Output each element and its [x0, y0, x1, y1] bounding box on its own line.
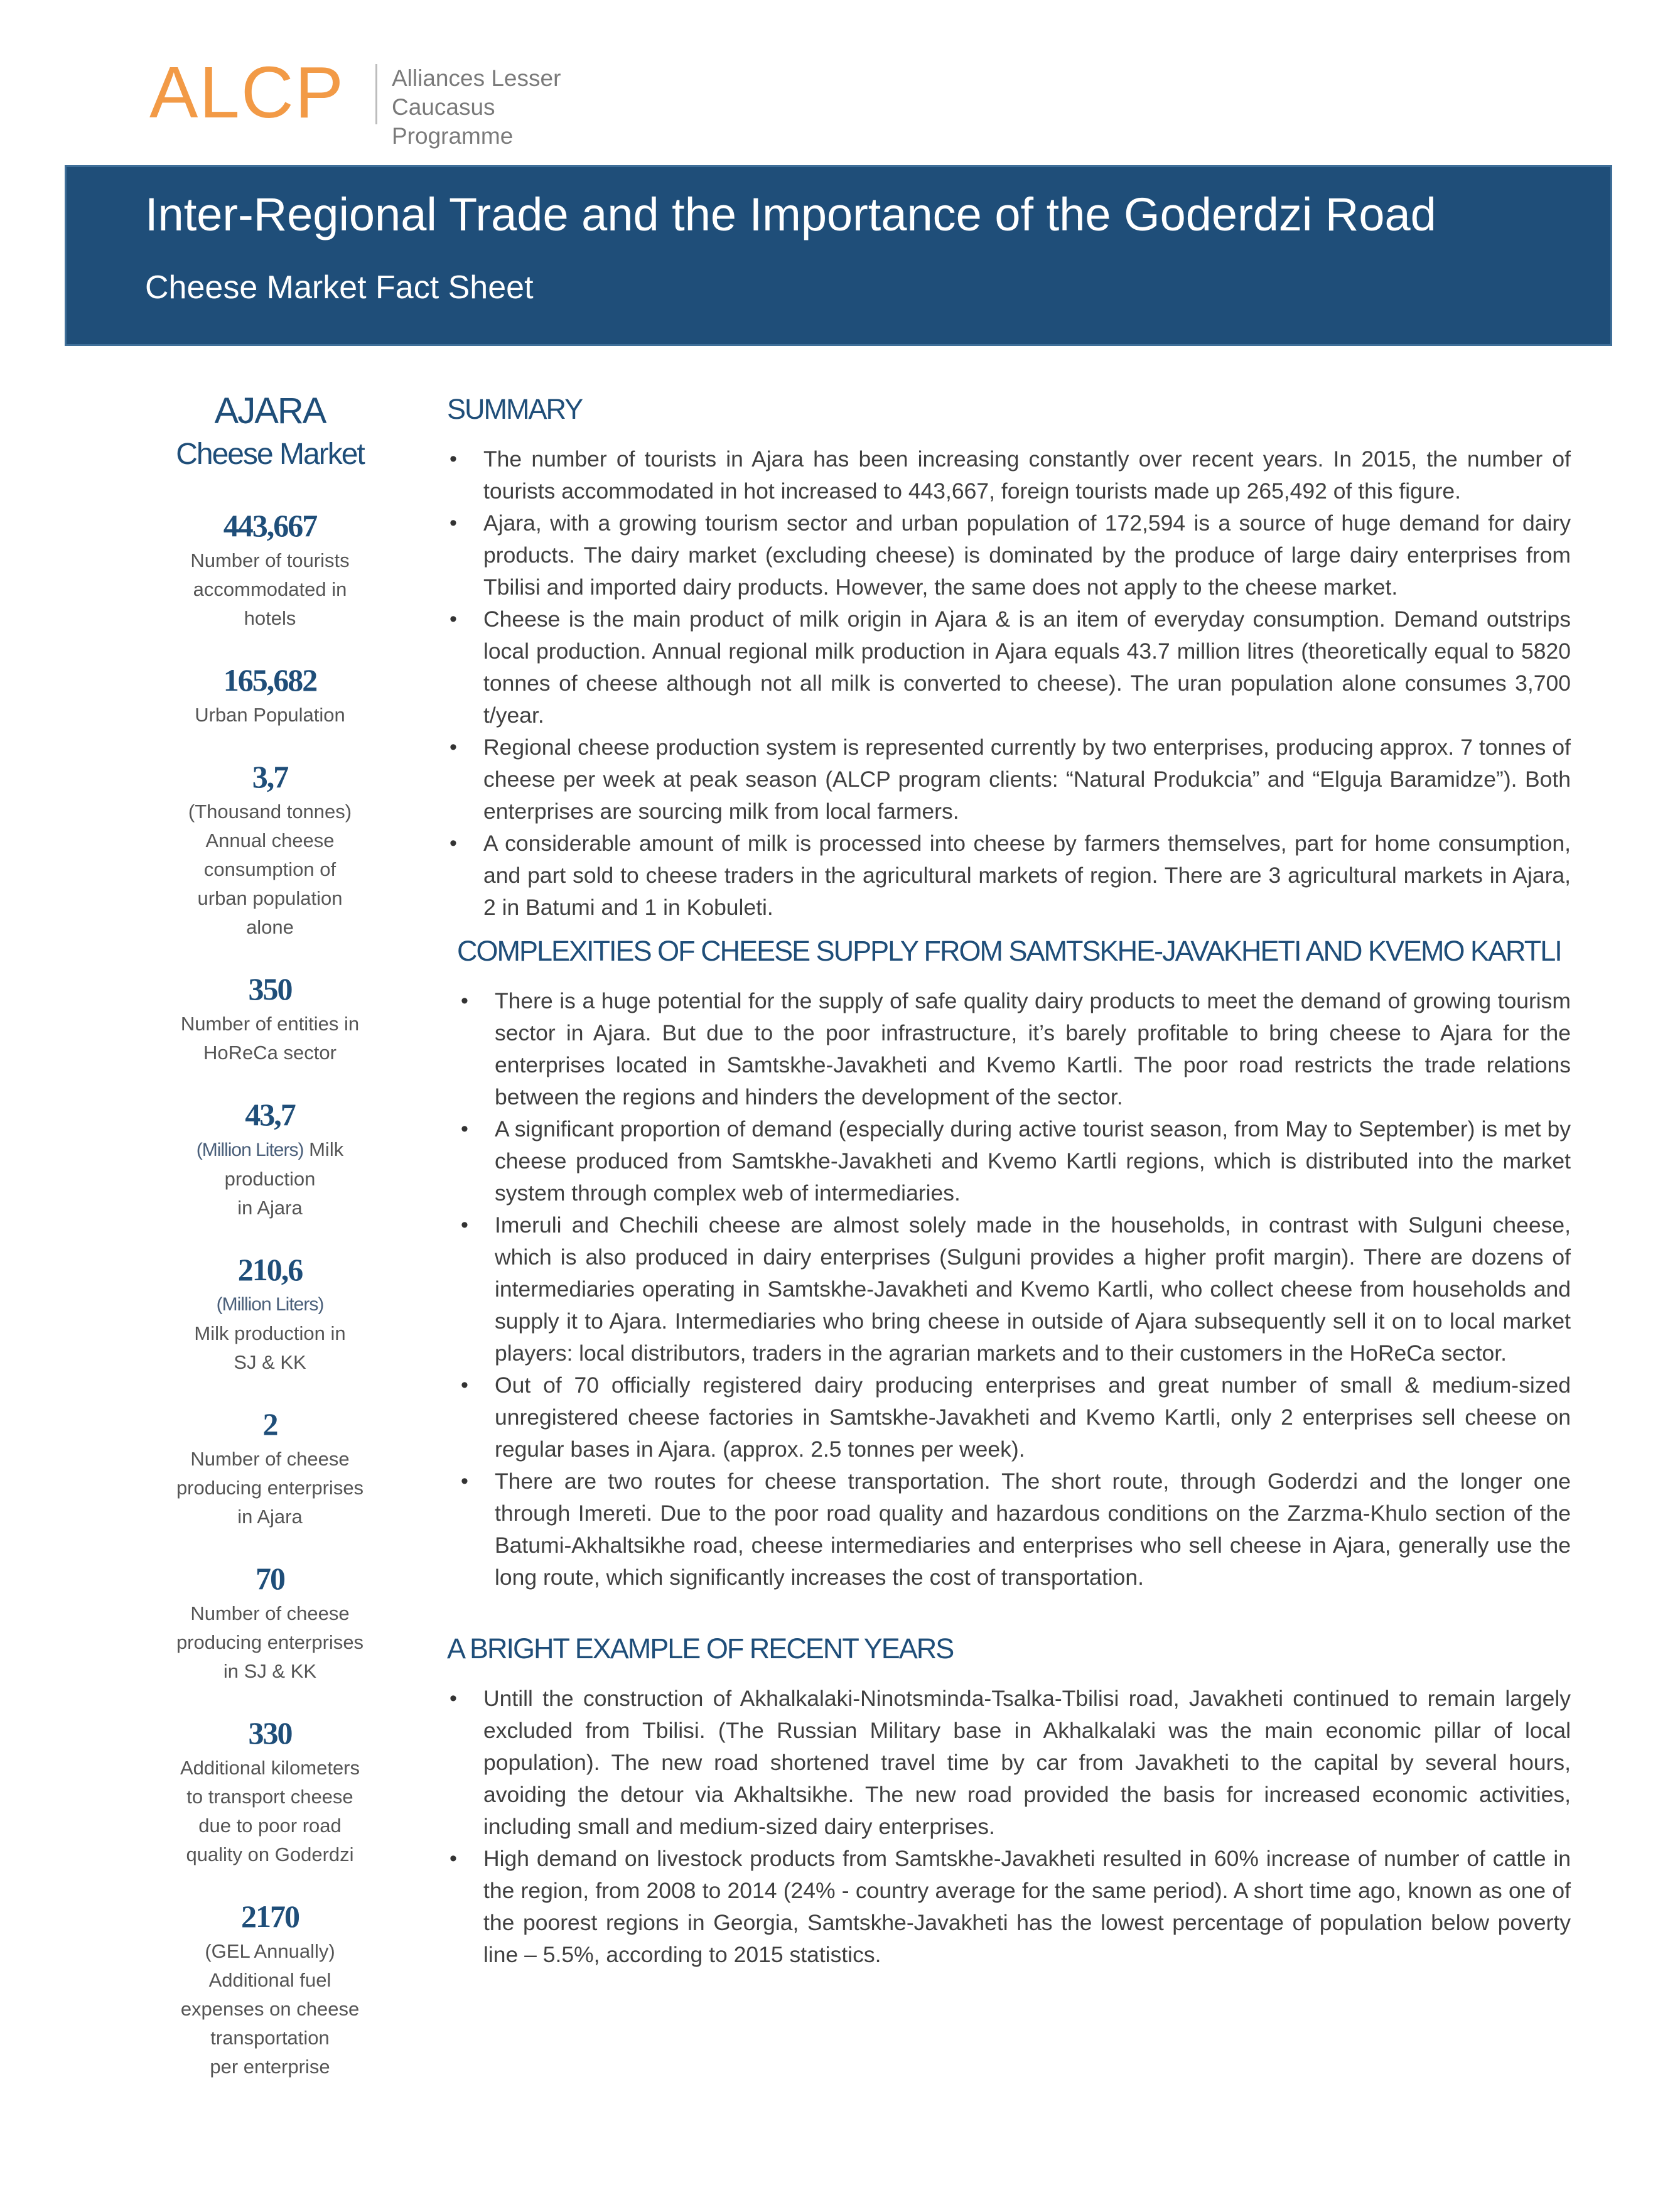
page-title: Inter-Regional Trade and the Importance of the Goderdzi Road: [145, 188, 1436, 240]
stat-unit: (Million Liters): [196, 1140, 304, 1160]
stat-milk-ajara: [151, 1094, 389, 1222]
stat-desc: hotels: [244, 607, 296, 629]
stat-desc: Number of tourists: [190, 549, 350, 571]
stat-desc: Number of entities in: [180, 1013, 360, 1035]
key-figures-sidebar: [151, 388, 389, 2108]
stat-urban-population: [151, 659, 389, 730]
stat-value: 70: [256, 1561, 284, 1596]
stat-desc: producing enterprises: [176, 1477, 364, 1499]
stat-value: 43,7: [245, 1097, 295, 1132]
stat-value: 350: [248, 971, 292, 1006]
logo-org-line-1: Alliances Lesser: [392, 65, 561, 91]
stat-desc: SJ & KK: [234, 1351, 306, 1373]
stat-desc: Milk production in: [194, 1322, 346, 1344]
stat-desc: consumption of: [203, 858, 337, 880]
stat-desc: Additional kilometers: [180, 1757, 360, 1779]
list-item: • Regional cheese production system is represented currently by two enterprises, producing approx. 7 tonnes of cheese per week at peak season (ALCP program clients: “Natural Produkcia” and “Elguja Baramidze”). Both enterprises are sourcing milk from local farmers.: [447, 731, 1571, 828]
summary-list: [447, 443, 1571, 924]
list-item: • Imeruli and Chechili cheese are almost solely made in the households, in contrast with Sulguni cheese, which is also produced in dairy enterprises (Sulguni provides a higher profit margin). There are dozens of intermediaries operating in Samtskhe-Javakheti and Kvemo Kartli, who collect cheese from households and supply it to Ajara. Intermediaries who bring cheese in outside of Ajara subsequently sell it on to local market players: local distributors, traders in the agrarian markets and to their customers in the HoReCa sector.: [458, 1209, 1571, 1369]
stat-desc: accommodated in: [193, 578, 347, 600]
stat-enterprises-sj-kk: [151, 1558, 389, 1686]
list-item: • Ajara, with a growing tourism sector and urban population of 172,594 is a source of huge demand for dairy products. The dairy market (excluding cheese) is dominated by the produce of large dairy enterprises from Tbilisi and imported dairy products. However, the same does not apply to the cheese market.: [447, 507, 1571, 603]
list-item: • Cheese is the main product of milk origin in Ajara & is an item of everyday consumption. Demand outstrips local production. Annual regional milk production in Ajara equals 43.7 million litres (theoretically equal to 5820 tonnes of cheese although not all milk is converted to cheese). The uran population alone consumes 3,700 t/year.: [447, 603, 1571, 731]
stat-value: 3,7: [252, 759, 288, 794]
sidebar-market: Cheese Market: [176, 438, 364, 471]
bright-example-list: [447, 1683, 1571, 1971]
stat-enterprises-ajara: [151, 1403, 389, 1531]
list-item: • Out of 70 officially registered dairy producing enterprises and great number of small & medium-sized unregistered cheese factories in Samtskhe-Javakheti and Kvemo Kartli, only 2 enterprises sell cheese on regular bases in Ajara. (approx. 2.5 tonnes per week).: [458, 1369, 1571, 1465]
logo-divider: [375, 64, 377, 124]
list-item: • High demand on livestock products from Samtskhe-Javakheti resulted in 60% increase of number of cattle in the region, from 2008 to 2014 (24% - country average for the same period). A short time ago, known as one of the poorest regions in Georgia, Samtskhe-Javakheti has the lowest percentage of population below poverty line – 5.5%, according to 2015 statistics.: [447, 1843, 1571, 1971]
logo-mark: ALCP: [149, 51, 345, 133]
stat-desc: due to poor road: [198, 1815, 342, 1837]
stat-desc: Additional fuel: [208, 1969, 331, 1991]
stat-tourists: [151, 505, 389, 633]
stat-milk-sj-kk: [151, 1249, 389, 1377]
stat-desc: producing enterprises: [176, 1631, 364, 1653]
stat-desc: urban population: [197, 887, 343, 909]
complexities-list: [458, 985, 1571, 1594]
section-title: SUMMARY: [447, 393, 583, 425]
stat-desc: to transport cheese: [186, 1786, 353, 1808]
stat-desc: in Ajara: [237, 1506, 303, 1528]
stat-desc: expenses on cheese: [180, 1998, 360, 2020]
stat-fuel-expenses: [151, 1896, 389, 2081]
bright-example-section: [447, 1629, 1571, 1971]
stat-cheese-consumption: [151, 756, 389, 942]
stat-horeca-entities: [151, 968, 389, 1067]
stat-desc-text: Milk: [309, 1138, 344, 1160]
stat-desc: Annual cheese: [205, 829, 335, 851]
page-subtitle: Cheese Market Fact Sheet: [145, 269, 534, 306]
stat-desc: transportation: [210, 2027, 330, 2049]
list-item: • The number of tourists in Ajara has been increasing constantly over recent years. In 2015, the number of tourists accommodated in hot increased to 443,667, foreign tourists made up 265,492 of this figure.: [447, 443, 1571, 507]
list-item: • There is a huge potential for the supply of safe quality dairy products to meet the demand of growing tourism sector in Ajara. But due to the poor infrastructure, it’s barely profitable to bring cheese to Ajara for the enterprises located in Samtskhe-Javakheti and Kvemo Kartli. The poor road restricts the trade relations between the regions and hinders the development of the sector.: [458, 985, 1571, 1113]
section-title: A BRIGHT EXAMPLE OF RECENT YEARS: [447, 1632, 954, 1665]
summary-section: [447, 389, 1571, 924]
list-item: • A significant proportion of demand (especially during active tourist season, from May to September) is met by cheese produced from Samtskhe-Javakheti and Kvemo Kartli regions, which is distributed into the market system through complex web of intermediaries.: [458, 1113, 1571, 1209]
logo-org-name: [392, 64, 618, 151]
stat-value: 2: [262, 1406, 277, 1442]
stat-desc: quality on Goderdzi: [186, 1843, 354, 1865]
stat-desc: per enterprise: [210, 2056, 330, 2078]
stat-desc: Urban Population: [195, 704, 345, 726]
stat-desc: Number of cheese: [190, 1602, 350, 1624]
stat-value: 165,682: [223, 662, 317, 698]
complexities-section: [447, 931, 1571, 1594]
list-item: • There are two routes for cheese transportation. The short route, through Goderdzi and the longer one through Imereti. Due to the poor road quality and hazardous conditions on the Zarzma-Khulo section of the Batumi-Akhaltsikhe road, cheese intermediaries and enterprises who sell cheese in Ajara, generally use the long route, which significantly increases the cost of transportation.: [458, 1465, 1571, 1594]
stat-desc: [151, 1135, 389, 1165]
stat-desc: in SJ & KK: [223, 1660, 317, 1682]
stat-desc: (Thousand tonnes): [188, 801, 352, 823]
stat-value: 2170: [241, 1899, 299, 1934]
stat-desc: alone: [246, 916, 294, 938]
stat-value: 330: [248, 1715, 292, 1751]
logo-org-line-2: Caucasus Programme: [392, 94, 514, 149]
main-content: [447, 389, 1571, 1971]
list-item: • Untill the construction of Akhalkalaki-Ninotsminda-Tsalka-Tbilisi road, Javakheti continued to remain largely excluded from Tbilisi. (The Russian Military base in Akhalkalaki was the main economic pillar of local population). The new road shortened travel time by car from Javakheti to the capital by several hours, avoiding the detour via Akhaltsikhe. The new road provided the basis for increased economic activities, including small and medium-sized dairy enterprises.: [447, 1683, 1571, 1843]
stat-unit: (Million Liters): [216, 1294, 324, 1315]
title-banner: [65, 165, 1612, 346]
sidebar-region: AJARA: [214, 391, 326, 431]
stat-desc: Number of cheese: [190, 1448, 350, 1470]
section-title: COMPLEXITIES OF CHEESE SUPPLY FROM SAMTSKHE-JAVAKHETI AND KVEMO KARTLI: [457, 935, 1561, 967]
list-item: • A considerable amount of milk is processed into cheese by farmers themselves, part for home consumption, and part sold to cheese traders in the agricultural markets of region. There are 3 agricultural markets in Ajara, 2 in Batumi and 1 in Kobuleti.: [447, 828, 1571, 924]
stat-desc: HoReCa sector: [203, 1042, 337, 1064]
stat-desc: (GEL Annually): [205, 1940, 335, 1962]
stat-value: 210,6: [237, 1252, 303, 1287]
stat-desc: production: [224, 1168, 316, 1190]
stat-desc: in Ajara: [237, 1197, 303, 1219]
stat-additional-km: [151, 1712, 389, 1869]
stat-value: 443,667: [223, 508, 317, 543]
